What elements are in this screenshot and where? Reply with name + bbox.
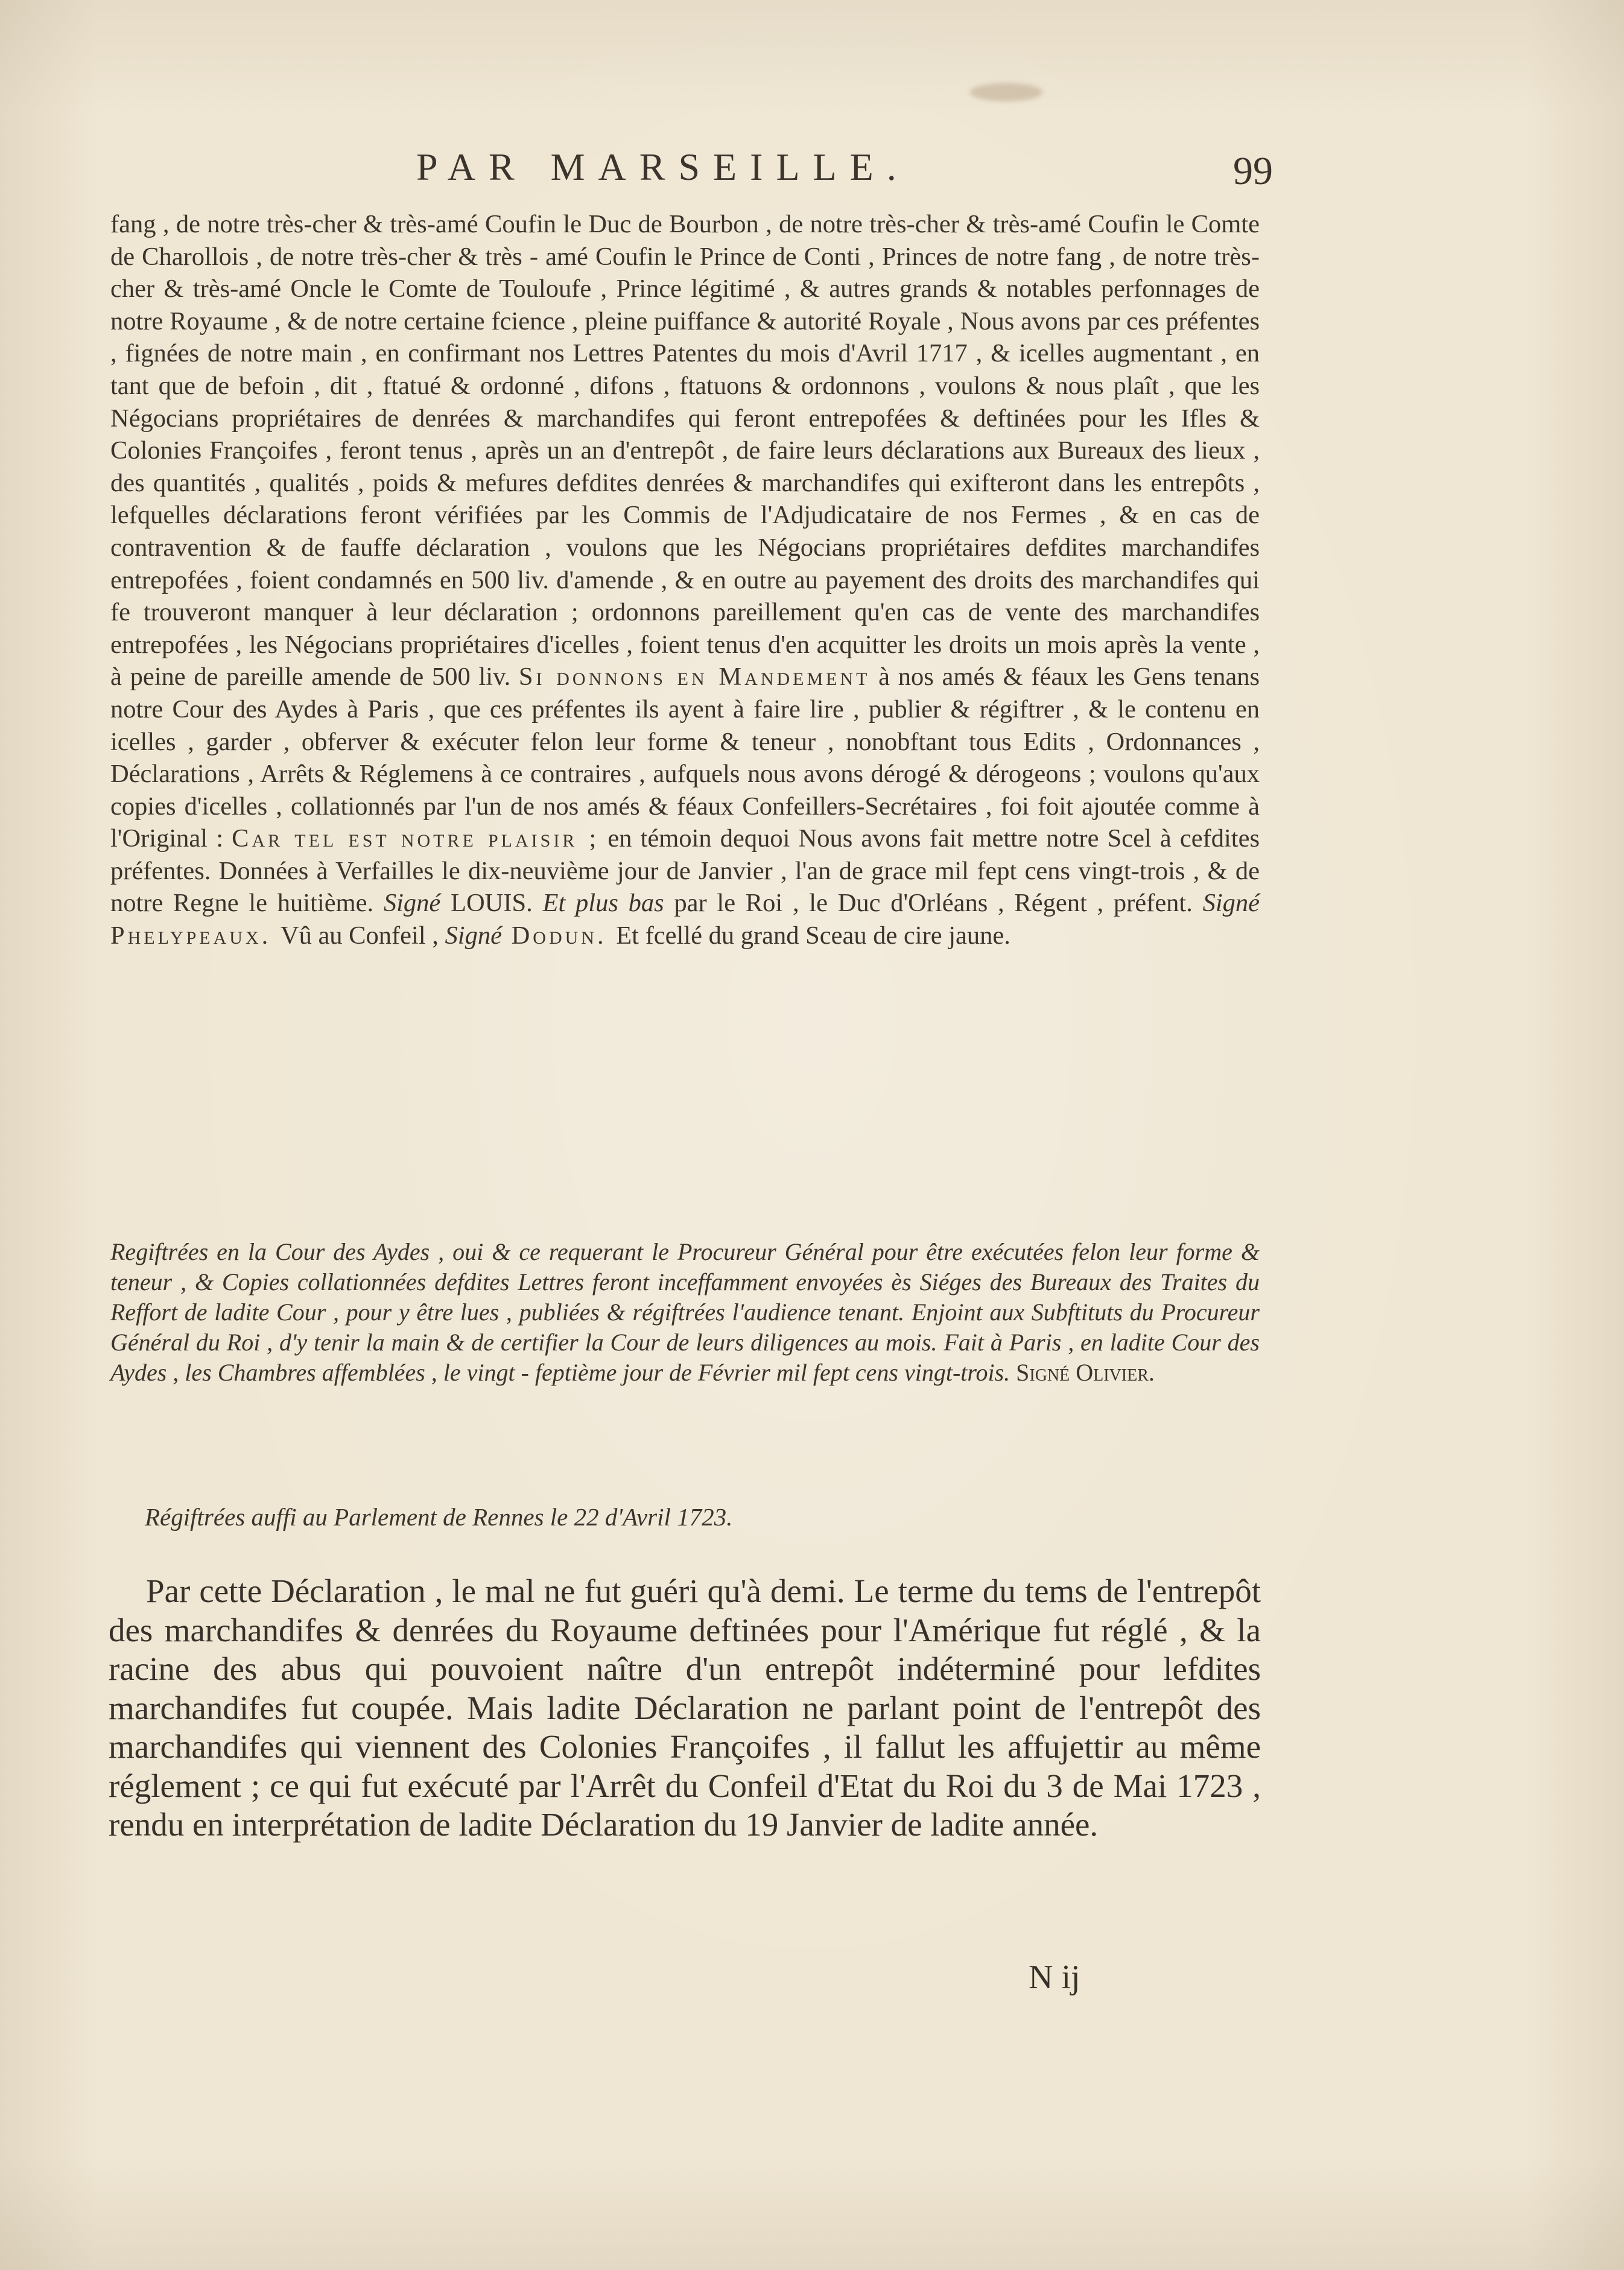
commentary-paragraph: Par cette Déclaration , le mal ne fut guéri qu'à demi. Le terme du tems de l'entrepôt des marchandifes & denrées du Royaume deftinées pour l'Amérique fut réglé , & la racine des abus qui pouvoient naître d'un entrepôt indéterminé pour lefdites marchandifes fut coupée. Mais ladite Déclaration ne parlant point de l'entrepôt des marchandifes qui viennent des Colonies Françoifes , il fallut les affujettir au même réglement ; ce qui fut exécuté par l'Arrêt du Confeil d'Etat du Roi du 3 de Mai 1723 , rendu en interprétation de ladite Déclaration du 19 Janvier de ladite année. (109, 1572, 1261, 1843)
body-part-6: Et fcellé du grand Sceau de cire jaune. (616, 921, 1010, 950)
page-header (115, 145, 1273, 199)
signe-label-1: Signé (383, 889, 441, 918)
registration-signature: Signé Olivier. (1016, 1359, 1155, 1386)
body-part-4: par le Roi , le Duc d'Orléans , Régent , préfent. (664, 889, 1203, 918)
signatory-dodun: Dodun. (501, 921, 617, 950)
plaisir-label: Car tel est notre plaisir ; (232, 824, 600, 853)
paper-stain (970, 83, 1042, 101)
signatory-phelypeaux: Phelypeaux. (110, 921, 281, 950)
registration-text: Regiftrées en la Cour des Aydes , oui & ce requerant le Procureur Général pour être exécutées felon leur forme & teneur , & Copies collationnées defdites Lettres feront inceffamment envoyées ès Siéges des Bureaux des Traites du Reffort de ladite Cour , pour y être lues , publiées & régiftrées l'audience tenant. Enjoint aux Subftituts du Procureur Général du Roi , d'y tenir la main & de certifier la Cour de leurs diligences au mois. Fait à Paris , en ladite Cour des Aydes , les Chambres affemblées , le vingt - feptième jour de Février mil fept cens vingt-trois. (110, 1238, 1260, 1386)
rennes-registration: Régiftrées auffi au Parlement de Rennes le 22 d'Avril 1723. (145, 1503, 733, 1531)
signe-label-3: Signé (445, 921, 502, 950)
page-number: 99 (1233, 149, 1273, 193)
body-part-3: en témoin dequoi Nous avons fait mettre notre Scel à cefdites préfentes. Données à Verfailles le dix-neuvième jour de Janvier , l'an de grace mil fept cens vingt-trois , & de notre Regne le huitième. (110, 824, 1260, 918)
body-part-1: fang , de notre très-cher & très-amé Coufin le Duc de Bourbon , de notre très-cher & très-amé Coufin le Comte de Charollois , de notre très-cher & très - amé Coufin le Prince de Conti , Princes de notre fang , de notre très-cher & très-amé Oncle le Comte de Touloufe , Prince légitimé , & autres grands & notables perfonnages de notre Royaume , & de notre certaine fcience , pleine puiffance & autorité Royale , Nous avons par ces préfentes , fignées de notre main , en confirmant nos Lettres Patentes du mois d'Avril 1717 , & icelles augmentant , en tant que de befoin , dit , ftatué & ordonné , difons , ftatuons & ordonnons , voulons & nous plaît , que les Négocians propriétaires de denrées & marchandifes qui feront entrepofées & deftinées pour les Ifles & Colonies Françoifes , feront tenus , après un an d'entrepôt , de faire leurs déclarations aux Bureaux des lieux , des quantités , qualités , poids & mefures defdites denrées & marchandifes qui exifteront dans les entrepôts , lefquelles déclarations feront vérifiées par les Commis de l'Adjudicataire de nos Fermes , & en cas de contravention & de fauffe déclaration , voulons que les Négocians propriétaires defdites marchandifes entrepofées , foient condamnés en 500 liv. d'amende , & en outre au payement des droits des marchandifes qui fe trouveront manquer à leur déclaration ; ordonnons pareillement qu'en cas de vente des marchandifes entrepofées , les Négocians propriétaires d'icelles , foient tenus d'en acquitter les droits un mois après la vente , à peine de pareille amende de 500 liv. (110, 210, 1260, 691)
body-part-5: Vû au Confeil , (280, 921, 445, 950)
signatory-louis: LOUIS. (440, 889, 543, 918)
mandement-label: Si donnons en Mandement (518, 663, 871, 691)
registration-note (110, 1237, 1260, 1388)
running-title: PAR MARSEILLE. (416, 145, 910, 188)
body-part-2: à nos amés & féaux les Gens tenans notre Cour des Aydes à Paris , que ces préfentes ils ayent à faire lire , publier & régiftrer , & le contenu en icelles , garder , obferver & exécuter felon leur forme & teneur , nonobftant tous Edits , Ordonnances , Déclarations , Arrêts & Réglemens à ce contraires , aufquels nous avons dérogé & dérogeons ; voulons qu'aux copies d'icelles , collationnés par l'un de nos amés & féaux Confeillers-Secrétaires , foi foit ajoutée comme à l'Original : (110, 663, 1260, 853)
et-plus-bas-label: Et plus bas (542, 889, 664, 918)
signe-label-2: Signé (1202, 889, 1260, 918)
signature-mark: N ij (1029, 1959, 1080, 1996)
declaration-body (110, 208, 1260, 952)
